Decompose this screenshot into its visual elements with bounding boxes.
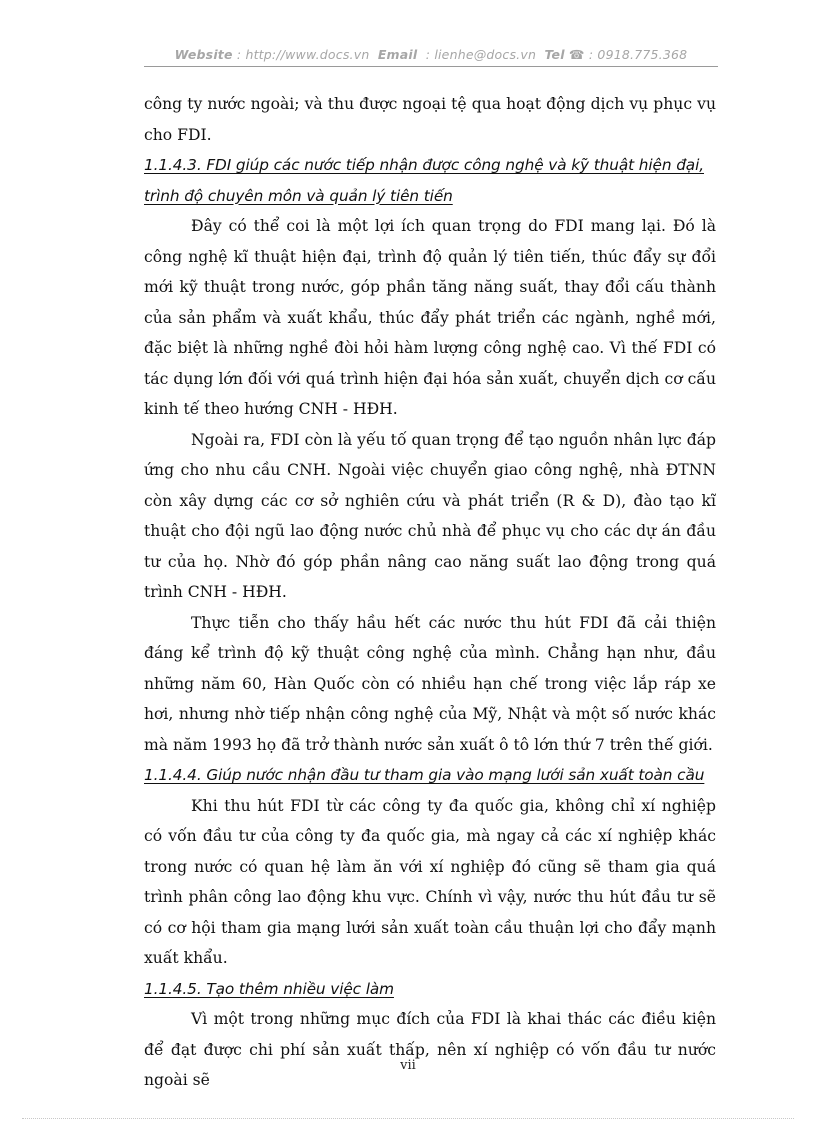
page-header [144,47,718,62]
section-heading-1-1-4-4: 1.1.4.4. Giúp nước nhận đầu tư tham gia vào mạng lưới sản xuất toàn cầu [144,766,705,784]
header-tel-label: Tel [544,47,565,62]
section-heading-1-1-4-5: 1.1.4.5. Tạo thêm nhiều việc làm [144,979,394,998]
header-email-label: Email [377,47,418,62]
paragraph-2: Đây có thể coi là một lợi ích quan trọng do FDI mang lại. Đó là công nghệ kĩ thuật hiện đại, trình độ quản lý tiên tiến, thúc đẩy sự đổi mới kỹ thuật trong nước, góp phần tăng năng suất, thay đổi cấu thành của sản phẩm và xuất khẩu, thúc đẩy phát triển các ngành, nghề mới, đặc biệt là những nghề đòi hỏi hàm lượng công nghệ cao. Vì thế FDI có tác dụng lớn đối với quá trình hiện đại hóa sản xuất, chuyển dịch cơ cấu kinh tế theo hướng CNH - HĐH. [144,217,716,418]
header-website-value: : http://www.docs.vn [236,47,370,62]
paragraph-3: Ngoài ra, FDI còn là yếu tố quan trọng để tạo nguồn nhân lực đáp ứng cho nhu cầu CNH. Ngoài việc chuyển giao công nghệ, nhà ĐTNN còn xây dựng các cơ sở nghiên cứu và phát triển (R & D), đào tạo kĩ thuật cho đội ngũ lao động nước chủ nhà để phục vụ cho các dự án đầu tư của họ. Nhờ đó góp phần nâng cao năng suất lao động trong quá trình CNH - HĐH. [144,430,716,601]
header-website-label: Website [174,47,233,62]
header-email-value: : lienhe@docs.vn [425,47,537,62]
page-number: vii [400,1058,416,1073]
page-bottom-border [22,1118,794,1119]
header-tel-value: ☎ : 0918.775.368 [568,47,688,62]
document-body [144,89,716,1096]
header-divider [144,66,718,67]
paragraph-1: công ty nước ngoài; và thu được ngoại tệ qua hoạt động dịch vụ phục vụ cho FDI. [144,95,716,144]
paragraph-4: Thực tiễn cho thấy hầu hết các nước thu hút FDI đã cải thiện đáng kể trình độ kỹ thuật công nghệ của mình. Chẳng hạn như, đầu những năm 60, Hàn Quốc còn có nhiều hạn chế trong việc lắp ráp xe hơi, nhưng nhờ tiếp nhận công nghệ của Mỹ, Nhật và một số nước khác mà năm 1993 họ đã trở thành nước sản xuất ô tô lớn thứ 7 trên thế giới. [144,613,716,754]
paragraph-5: Khi thu hút FDI từ các công ty đa quốc gia, không chỉ xí nghiệp có vốn đầu tư của công ty đa quốc gia, mà ngay cả các xí nghiệp khác trong nước có quan hệ làm ăn với xí nghiệp đó cũng sẽ tham gia quá trình phân công lao động khu vực. Chính vì vậy, nước thu hút đầu tư sẽ có cơ hội tham gia mạng lưới sản xuất toàn cầu thuận lợi cho đẩy mạnh xuất khẩu. [144,796,716,967]
section-heading-1-1-4-3: 1.1.4.3. FDI giúp các nước tiếp nhận được công nghệ và kỹ thuật hiện đại, trình độ chuyên môn và quản lý tiên tiến [144,156,704,205]
paragraph-6: Vì một trong những mục đích của FDI là khai thác các điều kiện để đạt được chi phí sản xuất thấp, nên xí nghiệp có vốn đầu tư nước ngoài sẽ [144,1010,716,1089]
